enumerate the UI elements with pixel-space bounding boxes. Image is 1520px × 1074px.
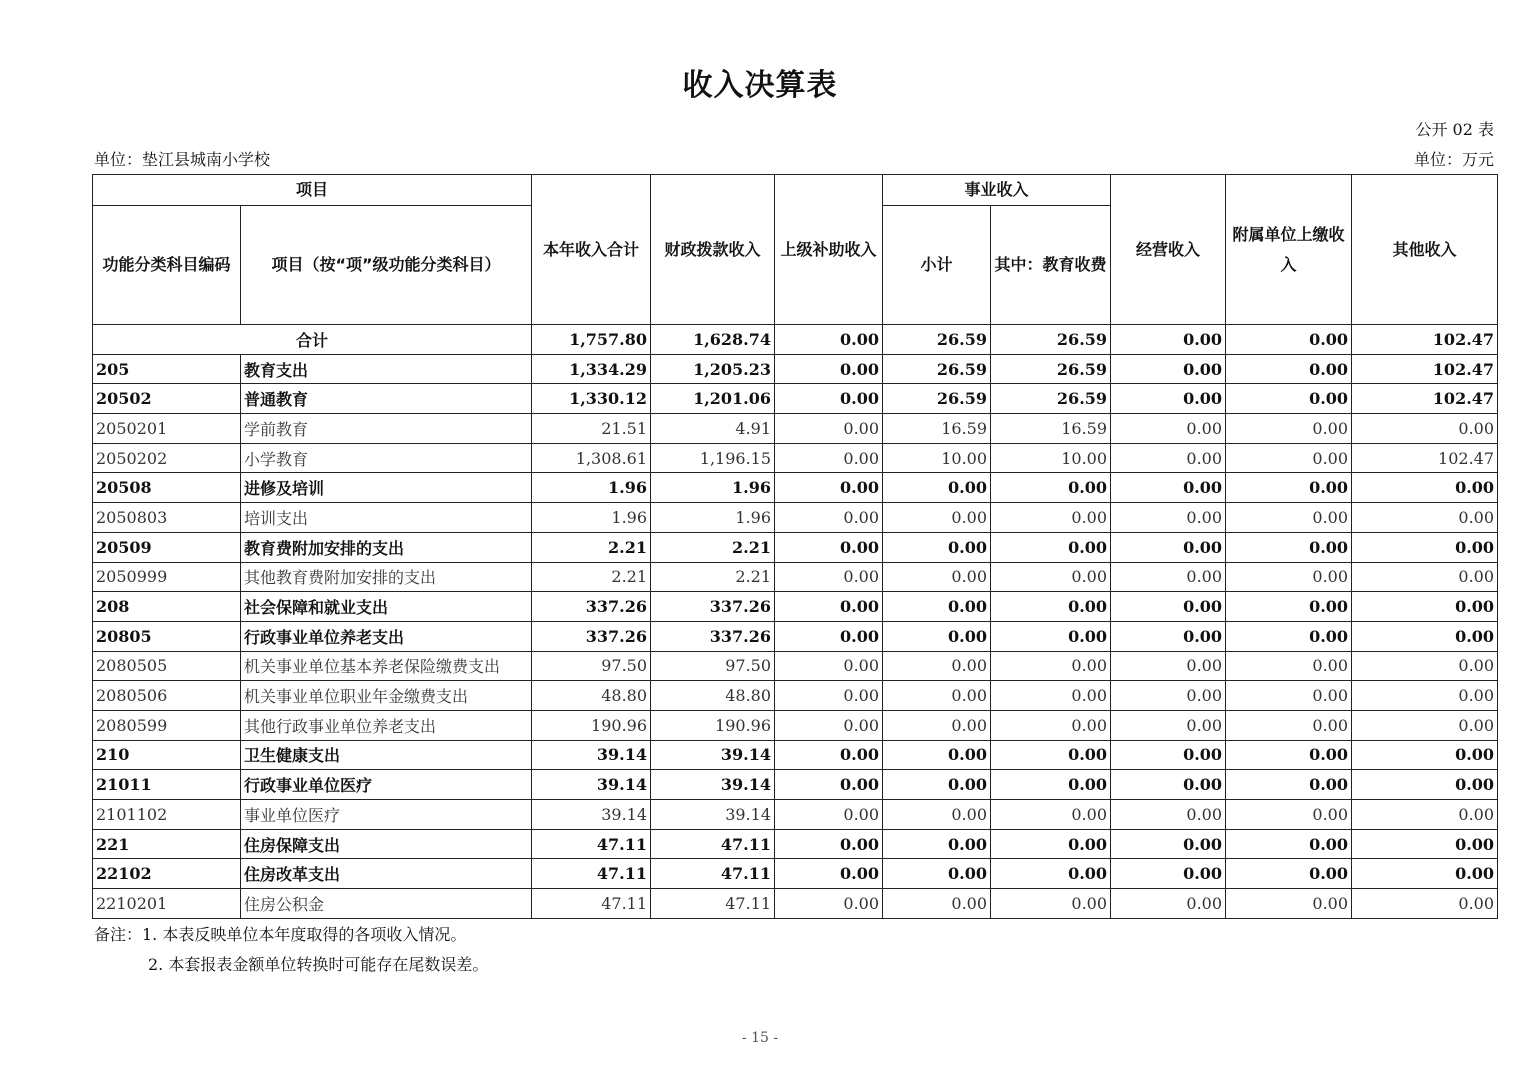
row-value: 0.00 <box>1352 710 1498 740</box>
unit-currency: 单位：万元 <box>1413 150 1494 169</box>
table-row <box>93 414 1498 444</box>
row-value: 21.51 <box>532 414 651 444</box>
row-value: 47.11 <box>532 889 651 919</box>
row-value: 47.11 <box>651 829 775 859</box>
row-value: 0.00 <box>775 800 883 830</box>
row-value: 39.14 <box>651 770 775 800</box>
row-value: 0.00 <box>1226 889 1352 919</box>
table-row <box>93 800 1498 830</box>
row-name: 进修及培训 <box>241 473 532 503</box>
table-row <box>93 562 1498 592</box>
row-value: 0.00 <box>1226 384 1352 414</box>
row-value: 0.00 <box>883 503 991 533</box>
row-value: 0.00 <box>883 621 991 651</box>
row-value: 0.00 <box>1226 562 1352 592</box>
row-code: 2080506 <box>93 681 241 711</box>
row-value: 0.00 <box>1111 651 1226 681</box>
row-value: 0.00 <box>883 562 991 592</box>
row-value: 0.00 <box>991 532 1111 562</box>
row-value: 0.00 <box>775 503 883 533</box>
row-name: 普通教育 <box>241 384 532 414</box>
row-value: 102.47 <box>1352 443 1498 473</box>
row-value: 0.00 <box>1111 473 1226 503</box>
row-value: 1.96 <box>651 473 775 503</box>
row-name: 教育费附加安排的支出 <box>241 532 532 562</box>
header-superior: 上级补助收入 <box>775 175 883 325</box>
row-value: 2.21 <box>532 532 651 562</box>
row-value: 0.00 <box>991 562 1111 592</box>
row-value: 0.00 <box>775 681 883 711</box>
row-value: 0.00 <box>883 800 991 830</box>
row-value: 0.00 <box>1352 503 1498 533</box>
row-value: 16.59 <box>883 414 991 444</box>
row-value: 48.80 <box>532 681 651 711</box>
header-affiliate: 附属单位上缴收入 <box>1226 175 1352 325</box>
row-value: 0.00 <box>1352 532 1498 562</box>
row-value: 4.91 <box>651 414 775 444</box>
row-value: 0.00 <box>1352 621 1498 651</box>
row-name: 社会保障和就业支出 <box>241 592 532 622</box>
row-value: 47.11 <box>651 889 775 919</box>
row-code: 205 <box>93 354 241 384</box>
row-value: 0.00 <box>991 740 1111 770</box>
row-value: 0.00 <box>1226 473 1352 503</box>
row-value: 0.00 <box>1226 681 1352 711</box>
row-name: 住房改革支出 <box>241 859 532 889</box>
row-value: 0.00 <box>775 592 883 622</box>
row-code: 2080505 <box>93 651 241 681</box>
row-name: 其他行政事业单位养老支出 <box>241 710 532 740</box>
row-value: 39.14 <box>532 800 651 830</box>
row-value: 26.59 <box>883 384 991 414</box>
table-row <box>93 710 1498 740</box>
row-value: 0.00 <box>1111 681 1226 711</box>
row-value: 0.00 <box>775 414 883 444</box>
row-value: 0.00 <box>1352 473 1498 503</box>
row-value: 26.59 <box>991 354 1111 384</box>
row-value: 0.00 <box>883 473 991 503</box>
row-value: 0.00 <box>883 651 991 681</box>
row-value: 47.11 <box>651 859 775 889</box>
header-business: 事业收入 <box>883 175 1111 206</box>
row-code: 22102 <box>93 859 241 889</box>
row-value: 2.21 <box>651 562 775 592</box>
row-value: 16.59 <box>991 414 1111 444</box>
row-name: 其他教育费附加安排的支出 <box>241 562 532 592</box>
row-name: 行政事业单位养老支出 <box>241 621 532 651</box>
header-project: 项目 <box>93 175 532 206</box>
row-value: 0.00 <box>1111 740 1226 770</box>
page-number: - 15 - <box>741 1030 779 1046</box>
unit-organization: 单位：垫江县城南小学校 <box>94 150 271 169</box>
row-value: 102.47 <box>1352 384 1498 414</box>
row-value: 0.00 <box>775 532 883 562</box>
header-total: 本年收入合计 <box>532 175 651 325</box>
row-value: 102.47 <box>1352 354 1498 384</box>
row-code: 208 <box>93 592 241 622</box>
row-value: 48.80 <box>651 681 775 711</box>
row-value: 0.00 <box>775 443 883 473</box>
header-edu-fee: 其中：教育收费 <box>991 206 1111 325</box>
row-value: 0.00 <box>1111 829 1226 859</box>
row-value: 1,330.12 <box>532 384 651 414</box>
row-code: 2050999 <box>93 562 241 592</box>
table-row <box>93 770 1498 800</box>
row-value: 0.00 <box>775 621 883 651</box>
row-value: 0.00 <box>1226 800 1352 830</box>
row-value: 0.00 <box>991 503 1111 533</box>
row-value: 97.50 <box>532 651 651 681</box>
row-value: 0.00 <box>775 859 883 889</box>
row-value: 0.00 <box>775 562 883 592</box>
row-value: 0.00 <box>1352 859 1498 889</box>
row-value: 1,196.15 <box>651 443 775 473</box>
row-value: 2.21 <box>532 562 651 592</box>
row-value: 26.59 <box>883 354 991 384</box>
row-value: 26.59 <box>991 384 1111 414</box>
page-title: 收入决算表 <box>682 68 838 103</box>
row-value: 0.00 <box>1226 740 1352 770</box>
total-label: 合计 <box>93 325 532 355</box>
row-value: 0.00 <box>991 651 1111 681</box>
row-value: 97.50 <box>651 651 775 681</box>
row-code: 20508 <box>93 473 241 503</box>
row-value: 1.96 <box>532 503 651 533</box>
header-name: 项目（按“项”级功能分类科目） <box>241 206 532 325</box>
row-value: 0.00 <box>775 354 883 384</box>
row-value: 39.14 <box>651 740 775 770</box>
row-code: 2101102 <box>93 800 241 830</box>
total-cell: 26.59 <box>883 325 991 355</box>
row-value: 0.00 <box>991 710 1111 740</box>
row-value: 0.00 <box>1111 859 1226 889</box>
row-value: 0.00 <box>1352 829 1498 859</box>
row-value: 0.00 <box>1352 562 1498 592</box>
notes <box>94 920 488 980</box>
row-name: 事业单位医疗 <box>241 800 532 830</box>
row-code: 2050803 <box>93 503 241 533</box>
row-code: 21011 <box>93 770 241 800</box>
table-row <box>93 889 1498 919</box>
table-row <box>93 592 1498 622</box>
row-value: 1,308.61 <box>532 443 651 473</box>
row-value: 337.26 <box>532 592 651 622</box>
row-value: 0.00 <box>1111 532 1226 562</box>
row-value: 0.00 <box>1226 414 1352 444</box>
row-value: 0.00 <box>1352 414 1498 444</box>
table-row <box>93 384 1498 414</box>
row-value: 0.00 <box>991 681 1111 711</box>
row-value: 0.00 <box>1226 859 1352 889</box>
row-value: 0.00 <box>1352 889 1498 919</box>
table-row <box>93 503 1498 533</box>
row-value: 0.00 <box>1111 562 1226 592</box>
row-value: 0.00 <box>1352 800 1498 830</box>
row-value: 0.00 <box>883 829 991 859</box>
header-subtotal: 小计 <box>883 206 991 325</box>
row-value: 0.00 <box>1111 621 1226 651</box>
row-name: 机关事业单位职业年金缴费支出 <box>241 681 532 711</box>
row-value: 39.14 <box>532 740 651 770</box>
form-number: 公开 02 表 <box>1415 120 1494 139</box>
total-cell: 1,757.80 <box>532 325 651 355</box>
row-value: 0.00 <box>1352 651 1498 681</box>
row-value: 0.00 <box>1111 354 1226 384</box>
row-value: 0.00 <box>883 592 991 622</box>
table-row <box>93 532 1498 562</box>
total-row <box>93 325 1498 355</box>
row-value: 2.21 <box>651 532 775 562</box>
row-value: 47.11 <box>532 829 651 859</box>
row-value: 0.00 <box>1111 710 1226 740</box>
table-row <box>93 681 1498 711</box>
row-value: 190.96 <box>651 710 775 740</box>
row-value: 0.00 <box>991 621 1111 651</box>
header-operating: 经营收入 <box>1111 175 1226 325</box>
row-value: 1,205.23 <box>651 354 775 384</box>
row-value: 0.00 <box>1226 710 1352 740</box>
row-value: 0.00 <box>775 710 883 740</box>
row-value: 0.00 <box>1226 354 1352 384</box>
row-value: 0.00 <box>1226 443 1352 473</box>
row-value: 0.00 <box>1226 621 1352 651</box>
row-value: 0.00 <box>883 532 991 562</box>
row-value: 0.00 <box>1111 414 1226 444</box>
row-value: 337.26 <box>651 621 775 651</box>
table-row <box>93 473 1498 503</box>
row-value: 0.00 <box>1226 532 1352 562</box>
row-name: 培训支出 <box>241 503 532 533</box>
row-value: 0.00 <box>775 651 883 681</box>
row-value: 0.00 <box>883 681 991 711</box>
row-value: 0.00 <box>1111 592 1226 622</box>
row-value: 0.00 <box>775 770 883 800</box>
income-table <box>92 174 1498 919</box>
row-value: 1,201.06 <box>651 384 775 414</box>
total-cell: 0.00 <box>1111 325 1226 355</box>
total-cell: 0.00 <box>1226 325 1352 355</box>
row-code: 20502 <box>93 384 241 414</box>
row-code: 2050201 <box>93 414 241 444</box>
row-value: 0.00 <box>991 829 1111 859</box>
row-name: 小学教育 <box>241 443 532 473</box>
row-value: 0.00 <box>775 384 883 414</box>
row-value: 0.00 <box>1226 829 1352 859</box>
table-row <box>93 859 1498 889</box>
row-value: 337.26 <box>532 621 651 651</box>
total-cell: 26.59 <box>991 325 1111 355</box>
total-cell: 0.00 <box>775 325 883 355</box>
row-code: 210 <box>93 740 241 770</box>
row-value: 0.00 <box>775 889 883 919</box>
total-cell: 1,628.74 <box>651 325 775 355</box>
row-value: 0.00 <box>1226 770 1352 800</box>
row-name: 教育支出 <box>241 354 532 384</box>
table-row <box>93 740 1498 770</box>
row-value: 0.00 <box>775 473 883 503</box>
row-value: 0.00 <box>1352 681 1498 711</box>
row-code: 2080599 <box>93 710 241 740</box>
note-1: 备注：1. 本表反映单位本年度取得的各项收入情况。 <box>94 925 467 944</box>
row-name: 学前教育 <box>241 414 532 444</box>
row-value: 190.96 <box>532 710 651 740</box>
row-value: 0.00 <box>775 740 883 770</box>
row-code: 221 <box>93 829 241 859</box>
table-row <box>93 354 1498 384</box>
table-row <box>93 829 1498 859</box>
row-code: 2210201 <box>93 889 241 919</box>
row-value: 0.00 <box>991 859 1111 889</box>
row-name: 机关事业单位基本养老保险缴费支出 <box>241 651 532 681</box>
row-value: 0.00 <box>1226 592 1352 622</box>
row-value: 0.00 <box>1111 384 1226 414</box>
row-value: 1.96 <box>651 503 775 533</box>
row-value: 0.00 <box>991 473 1111 503</box>
row-value: 0.00 <box>883 710 991 740</box>
row-value: 39.14 <box>651 800 775 830</box>
row-value: 1.96 <box>532 473 651 503</box>
row-value: 1,334.29 <box>532 354 651 384</box>
row-value: 0.00 <box>775 829 883 859</box>
row-value: 0.00 <box>1111 800 1226 830</box>
header-code: 功能分类科目编码 <box>93 206 241 325</box>
table-row <box>93 651 1498 681</box>
row-value: 0.00 <box>1352 740 1498 770</box>
row-value: 0.00 <box>991 889 1111 919</box>
row-value: 0.00 <box>991 770 1111 800</box>
row-value: 47.11 <box>532 859 651 889</box>
row-value: 0.00 <box>1226 503 1352 533</box>
row-value: 0.00 <box>1111 443 1226 473</box>
row-value: 0.00 <box>991 800 1111 830</box>
header-other: 其他收入 <box>1352 175 1498 325</box>
table-row <box>93 443 1498 473</box>
row-name: 住房保障支出 <box>241 829 532 859</box>
row-value: 0.00 <box>883 740 991 770</box>
table-row <box>93 621 1498 651</box>
row-value: 0.00 <box>883 859 991 889</box>
total-cell: 102.47 <box>1352 325 1498 355</box>
row-value: 337.26 <box>651 592 775 622</box>
row-value: 0.00 <box>1111 503 1226 533</box>
header-fiscal: 财政拨款收入 <box>651 175 775 325</box>
row-value: 0.00 <box>1226 651 1352 681</box>
row-code: 2050202 <box>93 443 241 473</box>
row-name: 住房公积金 <box>241 889 532 919</box>
row-value: 0.00 <box>1352 592 1498 622</box>
row-value: 0.00 <box>1352 770 1498 800</box>
row-value: 0.00 <box>1111 770 1226 800</box>
row-value: 10.00 <box>991 443 1111 473</box>
row-value: 10.00 <box>883 443 991 473</box>
row-code: 20805 <box>93 621 241 651</box>
row-value: 0.00 <box>883 770 991 800</box>
row-value: 0.00 <box>991 592 1111 622</box>
note-2: 2. 本套报表金额单位转换时可能存在尾数误差。 <box>148 955 489 974</box>
row-name: 行政事业单位医疗 <box>241 770 532 800</box>
row-value: 39.14 <box>532 770 651 800</box>
row-value: 0.00 <box>883 889 991 919</box>
row-code: 20509 <box>93 532 241 562</box>
row-name: 卫生健康支出 <box>241 740 532 770</box>
row-value: 0.00 <box>1111 889 1226 919</box>
